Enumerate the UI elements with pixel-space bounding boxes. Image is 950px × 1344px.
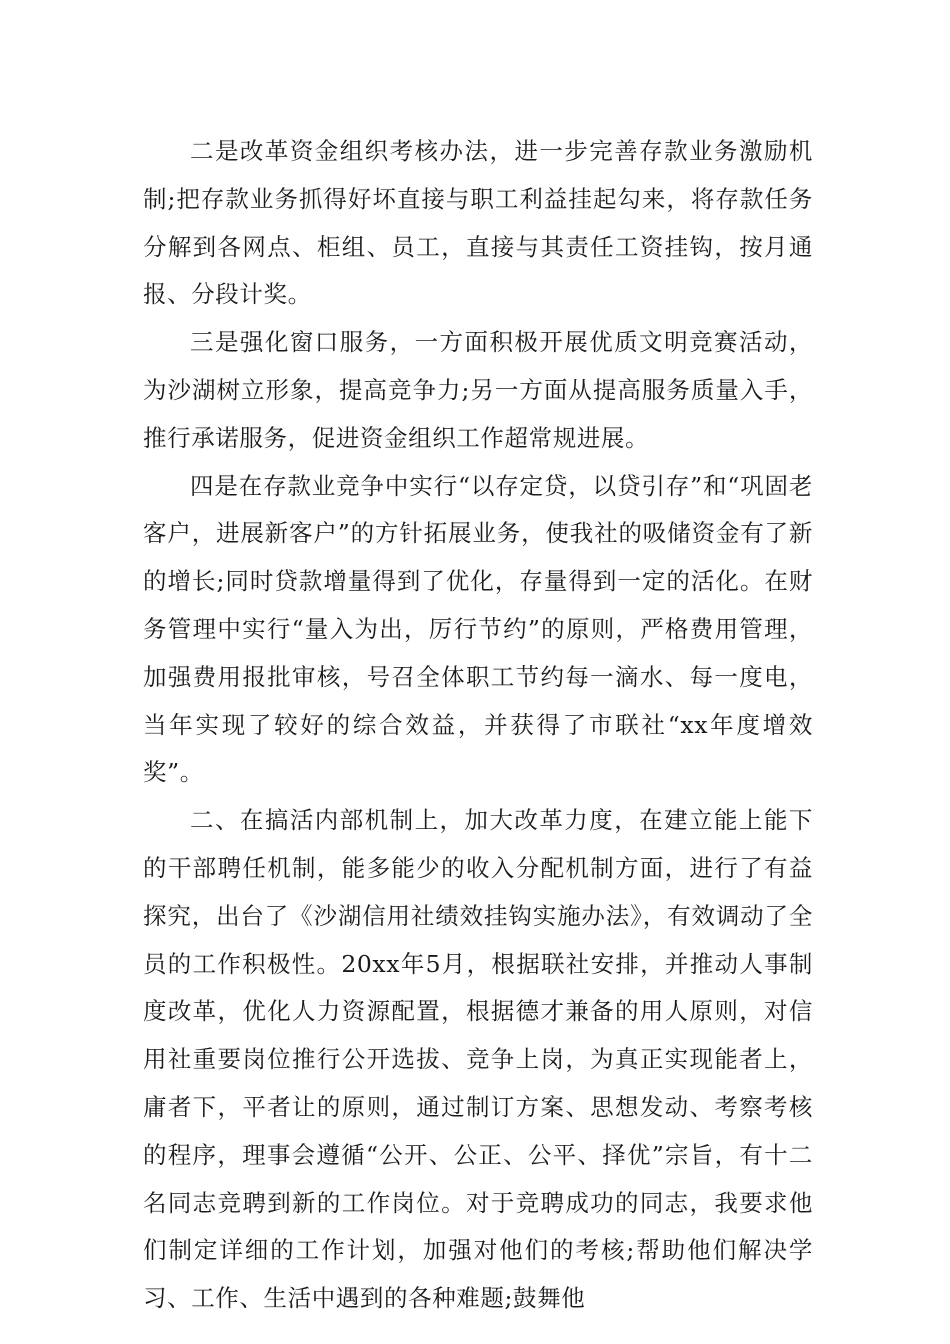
paragraph-internal-mechanism: 二、在搞活内部机制上，加大改革力度，在建立能上能下的干部聘任机制，能多能少的收入分配机制方面，进行了有益探究，出台了《沙湖信用社绩效挂钩实施办法》，有效调动了全员的工作积极性。20xx年5月，根据联社安排，并推动人事制度改革，优化人力资源配置，根据德才兼备的用人原则，对信用社重要岗位推行公开选拔、竞争上岗，为真正实现能者上，庸者下，平者让的原则，通过制订方案、思想发动、考察考核的程序，理事会遵循“公开、公正、公平、择优”宗旨，有十二名同志竞聘到新的工作岗位。对于竞聘成功的同志，我要求他们制定详细的工作计划，加强对他们的考核;帮助他们解决学习、工作、生活中遇到的各种难题;鼓舞他: [143, 806, 813, 1313]
document-body: [143, 128, 813, 1323]
paragraph-window-service: 三是强化窗口服务，一方面积极开展优质文明竞赛活动，为沙湖树立形象，提高竞争力;另一方面从提高服务质量入手，推行承诺服务，促进资金组织工作超常规进展。: [143, 328, 813, 452]
paragraph-deposit-competition: 四是在存款业竞争中实行“以存定贷，以贷引存”和“巩固老客户，进展新客户”的方针拓展业务，使我社的吸储资金有了新的增长;同时贷款增量得到了优化，存量得到一定的活化。在财务管理中实行“量入为出，厉行节约”的原则，严格费用管理，加强费用报批审核，号召全体职工节约每一滴水、每一度电，当年实现了较好的综合效益，并获得了市联社“xx年度增效奖”。: [143, 471, 813, 787]
paragraph-deposit-incentive: 二是改革资金组织考核办法，进一步完善存款业务激励机制;把存款业务抓得好坏直接与职工利益挂起勾来，将存款任务分解到各网点、柜组、员工，直接与其责任工资挂钩，按月通报、分段计奖。: [143, 137, 813, 309]
